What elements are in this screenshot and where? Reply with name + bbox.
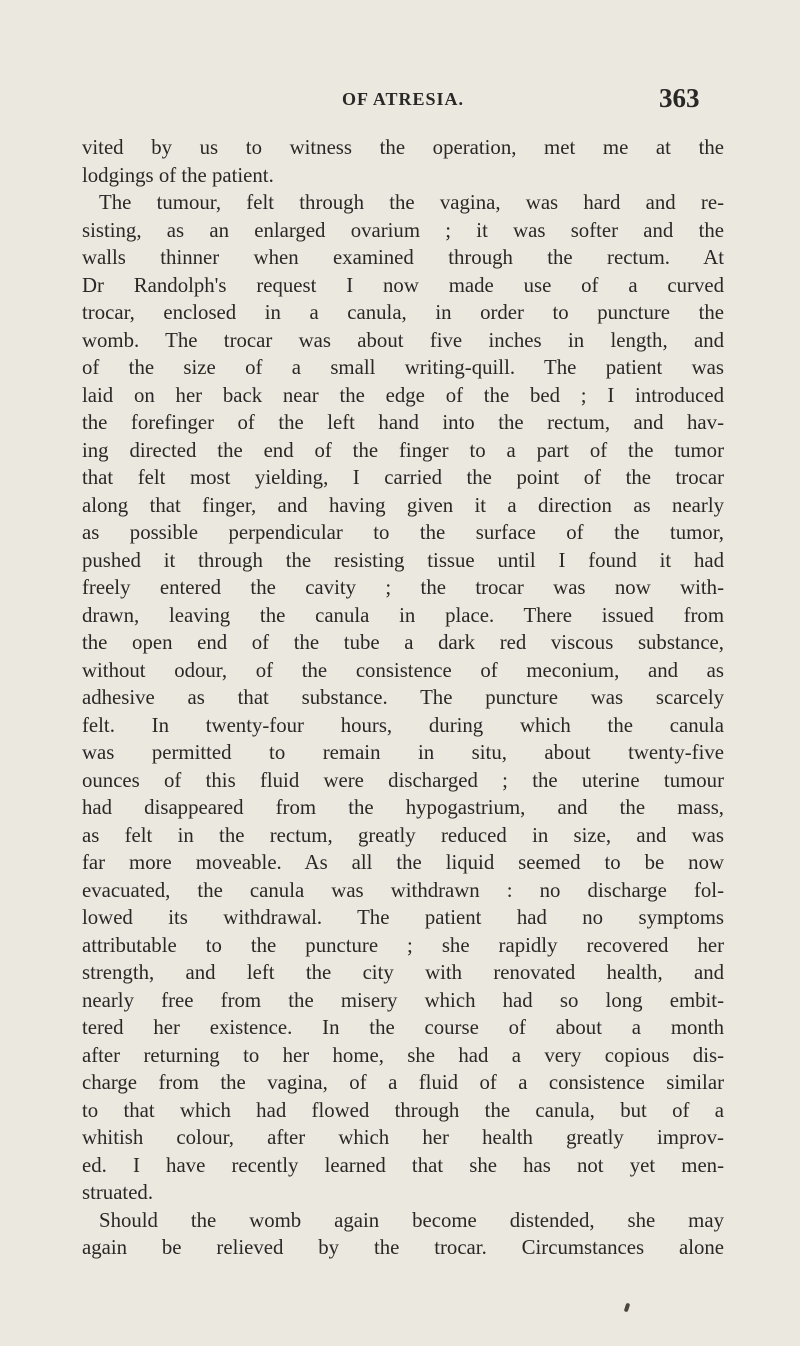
text-line: pushed it through the resisting tissue until I found it had — [82, 548, 724, 572]
running-head-title: OF ATRESIA. — [342, 89, 465, 109]
text-line: Should the womb again become distended, she may — [99, 1208, 724, 1232]
text-line: ing directed the end of the finger to a part of the tumor — [82, 438, 724, 462]
text-line: walls thinner when examined through the rectum. At — [82, 246, 724, 269]
text-line: ed. I have recently learned that she has not yet men- — [82, 1153, 724, 1177]
text-line: evacuated, the canula was withdrawn : no discharge fol- — [82, 878, 724, 902]
ink-smudge-mark — [624, 1303, 631, 1313]
text-line: tered her existence. In the course of about a month — [82, 1016, 724, 1039]
text-line: laid on her back near the edge of the bed ; I introduced — [82, 383, 724, 407]
text-line: again be relieved by the trocar. Circumstances alone — [82, 1236, 724, 1259]
text-line: sisting, as an enlarged ovarium ; it was softer and the — [82, 218, 724, 242]
text-line: had disappeared from the hypogastrium, and the mass, — [82, 796, 724, 819]
text-line: womb. The trocar was about five inches in length, and — [82, 328, 724, 352]
text-line: lowed its withdrawal. The patient had no symptoms — [82, 906, 724, 929]
text-line: Dr Randolph's request I now made use of a curved — [82, 273, 724, 297]
text-line: lodgings of the patient. — [82, 163, 274, 187]
text-line: of the size of a small writing-quill. The patient was — [82, 356, 724, 379]
body-text — [82, 134, 724, 1262]
text-line: vited by us to witness the operation, met me at the — [82, 136, 724, 159]
text-line: to that which had flowed through the canula, but of a — [82, 1098, 724, 1122]
text-line: felt. In twenty-four hours, during which the canula — [82, 713, 724, 737]
text-line: far more moveable. As all the liquid seemed to be now — [82, 851, 724, 874]
text-line: as possible perpendicular to the surface of the tumor, — [82, 521, 724, 544]
text-line: without odour, of the consistence of meconium, and as — [82, 658, 724, 682]
text-line: after returning to her home, she had a very copious dis- — [82, 1043, 724, 1067]
text-line: charge from the vagina, of a fluid of a consistence similar — [82, 1071, 724, 1094]
text-line: adhesive as that substance. The puncture was scarcely — [82, 686, 724, 709]
text-line: the forefinger of the left hand into the rectum, and hav- — [82, 411, 724, 434]
text-line: along that finger, and having given it a direction as nearly — [82, 493, 724, 517]
text-line: nearly free from the misery which had so long embit- — [82, 988, 724, 1012]
text-line: that felt most yielding, I carried the point of the trocar — [82, 466, 724, 489]
text-line: The tumour, felt through the vagina, was hard and re- — [99, 191, 724, 214]
page-number: 363 — [659, 83, 700, 113]
text-line: attributable to the puncture ; she rapidly recovered her — [82, 933, 724, 957]
running-head — [0, 83, 800, 123]
text-line: struated. — [82, 1181, 154, 1204]
text-line: strength, and left the city with renovated health, and — [82, 961, 724, 984]
text-line: the open end of the tube a dark red viscous substance, — [82, 631, 724, 654]
text-line: drawn, leaving the canula in place. There issued from — [82, 603, 724, 627]
text-line: was permitted to remain in situ, about twenty-five — [82, 741, 724, 764]
text-line: ounces of this fluid were discharged ; the uterine tumour — [82, 768, 724, 792]
text-line: as felt in the rectum, greatly reduced in size, and was — [82, 823, 724, 847]
text-line: whitish colour, after which her health greatly improv- — [82, 1126, 724, 1149]
text-line: trocar, enclosed in a canula, in order to puncture the — [82, 301, 724, 324]
text-line: freely entered the cavity ; the trocar was now with- — [82, 576, 724, 599]
